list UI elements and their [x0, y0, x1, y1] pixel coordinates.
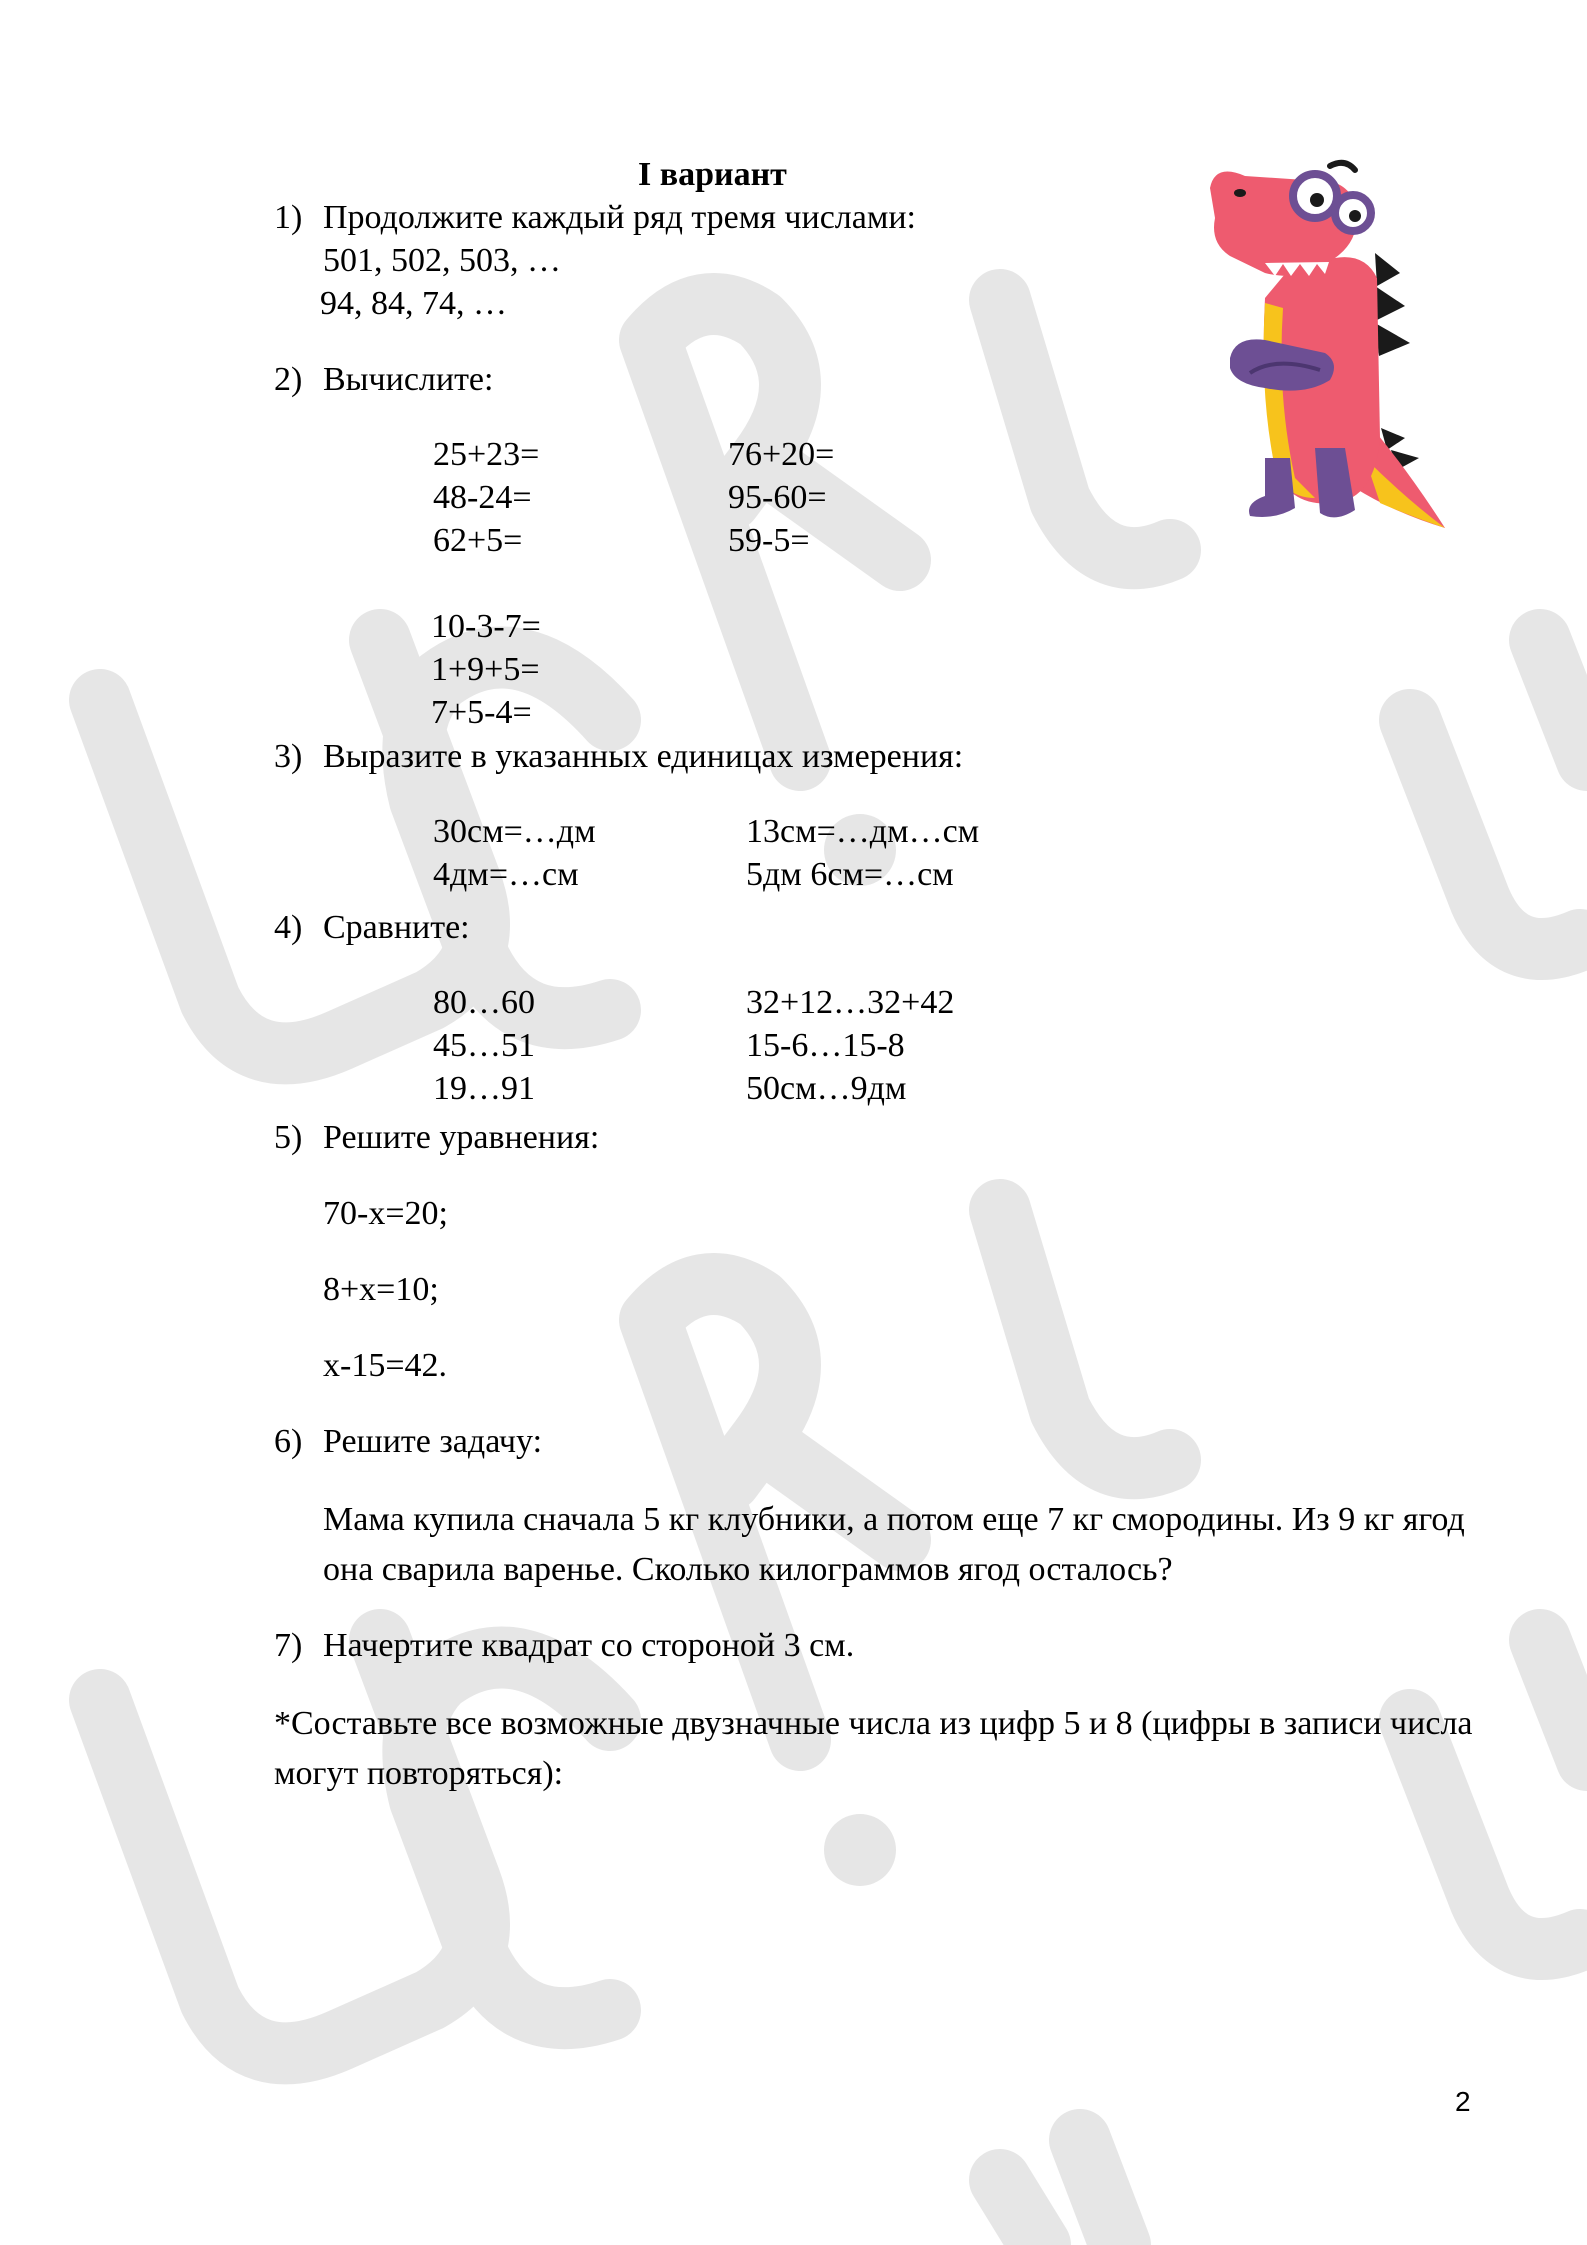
task-5-equation: 70-х=20; — [323, 1195, 448, 1232]
task-2-expression: 10-3-7= — [431, 608, 541, 645]
task-4-comparison: 50см…9дм — [746, 1070, 907, 1107]
task-2-expression: 95-60= — [728, 479, 827, 516]
task-2-text: Вычислите: — [323, 361, 494, 398]
task-6-text: Решите задачу: — [323, 1423, 543, 1460]
task-4-comparison: 32+12…32+42 — [746, 984, 955, 1021]
task-2-expression: 48-24= — [433, 479, 532, 516]
task-2-expression: 1+9+5= — [431, 651, 540, 688]
task-4-comparison: 19…91 — [433, 1070, 535, 1107]
page-number: 2 — [1455, 2086, 1471, 2117]
task-1-text: Продолжите каждый ряд тремя числами: — [323, 199, 917, 236]
task-4-comparison: 15-6…15-8 — [746, 1027, 905, 1064]
task-2-expression: 76+20= — [728, 436, 835, 473]
task-7-number: 7) — [274, 1627, 303, 1664]
task-2-number: 2) — [274, 361, 303, 398]
page-title: I вариант — [638, 156, 787, 193]
task-3-number: 3) — [274, 738, 303, 775]
task-5-number: 5) — [274, 1119, 303, 1156]
task-1-series-1: 501, 502, 503, … — [323, 242, 561, 279]
task-2-expression: 62+5= — [433, 522, 523, 559]
task-2-expression: 25+23= — [433, 436, 540, 473]
task-3-item: 5дм 6см=…см — [746, 856, 954, 893]
task-4-number: 4) — [274, 909, 303, 946]
task-6-number: 6) — [274, 1423, 303, 1460]
dinosaur-illustration — [1205, 158, 1455, 533]
task-4-comparison: 45…51 — [433, 1027, 535, 1064]
task-3-text: Выразите в указанных единицах измерения: — [323, 738, 964, 775]
task-5-text: Решите уравнения: — [323, 1119, 600, 1156]
task-1-number: 1) — [274, 199, 303, 236]
task-2-expression: 7+5-4= — [431, 694, 532, 731]
task-5-equation: 8+х=10; — [323, 1271, 439, 1308]
task-4-text: Сравните: — [323, 909, 470, 946]
task-4-comparison: 80…60 — [433, 984, 535, 1021]
task-1-series-2: 94, 84, 74, … — [320, 285, 507, 322]
task-6-problem: Мама купила сначала 5 кг клубники, а потом еще 7 кг смородины. Из 9 кг ягод она сварила варенье. Сколько килограммов ягод осталось? — [323, 1501, 1465, 1588]
task-3-item: 30см=…дм — [433, 813, 596, 850]
task-3-item: 13см=…дм…см — [746, 813, 980, 850]
task-5-equation: х-15=42. — [323, 1347, 447, 1384]
task-2-expression: 59-5= — [728, 522, 810, 559]
task-3-item: 4дм=…см — [433, 856, 579, 893]
task-7-text: Начертите квадрат со стороной 3 см. — [323, 1627, 855, 1664]
bonus-task: *Составьте все возможные двузначные числа из цифр 5 и 8 (цифры в записи числа могут повторяться): — [274, 1705, 1473, 1792]
